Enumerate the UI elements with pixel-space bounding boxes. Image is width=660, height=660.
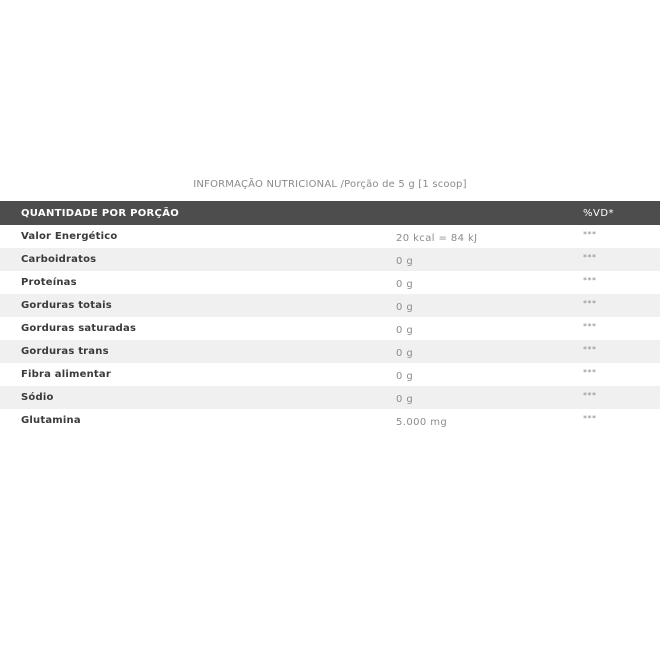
nutrient-daily-value: *** [583, 230, 597, 239]
header-daily-value: %VD* [583, 207, 615, 219]
nutrient-daily-value: *** [583, 391, 597, 400]
nutrient-name: Gorduras trans [21, 346, 109, 357]
table-row [0, 340, 660, 363]
nutrient-daily-value: *** [583, 414, 597, 423]
nutrient-name: Fibra alimentar [21, 369, 111, 380]
nutrient-name: Glutamina [21, 415, 81, 426]
nutrient-amount: 0 g [396, 394, 414, 405]
nutrient-name: Gorduras saturadas [21, 323, 137, 334]
nutrient-amount: 0 g [396, 279, 414, 290]
nutrient-daily-value: *** [583, 299, 597, 308]
table-row [0, 225, 660, 248]
nutrient-amount: 0 g [396, 256, 414, 267]
nutrient-amount: 0 g [396, 348, 414, 359]
nutrient-name: Gorduras totais [21, 300, 112, 311]
nutrition-caption: INFORMAÇÃO NUTRICIONAL /Porção de 5 g [1 scoop] [193, 179, 467, 190]
nutrition-table [0, 201, 660, 432]
table-row [0, 409, 660, 432]
nutrient-daily-value: *** [583, 322, 597, 331]
header-quantity-per-serving: QUANTIDADE POR PORÇÃO [21, 207, 180, 219]
nutrient-name: Sódio [21, 392, 54, 403]
nutrient-name: Valor Energético [21, 231, 118, 242]
table-row [0, 363, 660, 386]
table-row [0, 248, 660, 271]
table-row [0, 317, 660, 340]
table-row [0, 294, 660, 317]
nutrient-name: Carboidratos [21, 254, 97, 265]
nutrient-daily-value: *** [583, 276, 597, 285]
table-row [0, 386, 660, 409]
nutrient-daily-value: *** [583, 253, 597, 262]
nutrient-amount: 0 g [396, 371, 414, 382]
nutrient-amount: 20 kcal = 84 kJ [396, 233, 478, 244]
table-row [0, 271, 660, 294]
table-header-row [0, 201, 660, 225]
nutrient-amount: 0 g [396, 325, 414, 336]
nutrient-amount: 5.000 mg [396, 417, 448, 428]
nutrient-amount: 0 g [396, 302, 414, 313]
nutrient-name: Proteínas [21, 277, 77, 288]
nutrient-daily-value: *** [583, 368, 597, 377]
nutrient-daily-value: *** [583, 345, 597, 354]
